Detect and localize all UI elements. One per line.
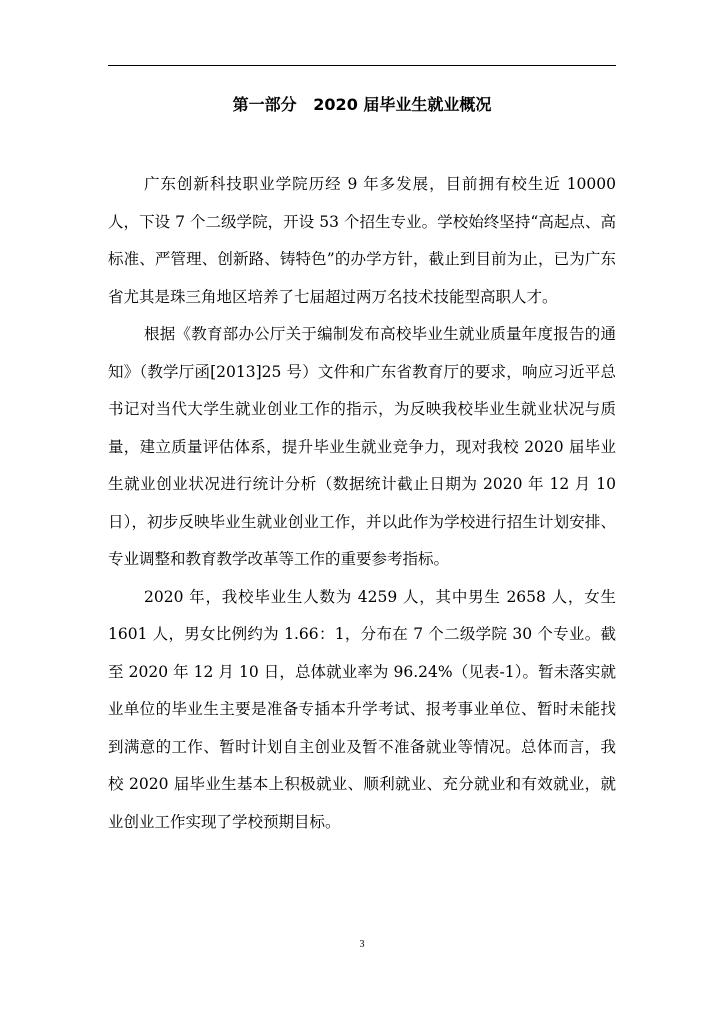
body-text: [108, 166, 616, 841]
paragraph-school-intro: 广东创新科技职业学院历经 9 年多发展，目前拥有校生近 10000 人，下设 7 个二级学院，开设 53 个招生专业。学校始终坚持“高起点、高标准、严管理、创新路、铸特色”的办学方针，截止到目前为止，已为广东省尤其是珠三角地区培养了七届超过两万名技术技能型高职人才。: [108, 175, 616, 306]
page-number: 3: [359, 939, 365, 950]
section-title: 第一部分 2020 届毕业生就业概况: [232, 95, 492, 114]
header-rule: [108, 65, 616, 66]
paragraph-report-basis: 根据《教育部办公厅关于编制发布高校毕业生就业质量年度报告的通知》（教学厅函[2013]25 号）文件和广东省教育厅的要求，响应习近平总书记对当代大学生就业创业工作的指示，为反映我校毕业生就业状况与质量，建立质量评估体系，提升毕业生就业竞争力，现对我校 2020 届毕业生就业创业状况进行统计分析（数据统计截止日期为 2020 年 12 月 10 日），初步反映毕业生就业创业工作，并以此作为学校进行招生计划安排、专业调整和教育教学改革等工作的重要参考指标。: [108, 325, 616, 568]
paragraph-graduate-stats: 2020 年，我校毕业生人数为 4259 人，其中男生 2658 人，女生 1601 人，男女比例约为 1.66：1，分布在 7 个二级学院 30 个专业。截至 2020 年 12 月 10 日，总体就业率为 96.24%（见表-1）。暂未落实就业单位的毕业生主要是准备专插本升学考试、报考事业单位、暂时未能找到满意的工作、暂时计划自主创业及暂不准备就业等情况。总体而言，我校 2020 届毕业生基本上积极就业、顺利就业、充分就业和有效就业，就业创业工作实现了学校预期目标。: [108, 587, 616, 831]
